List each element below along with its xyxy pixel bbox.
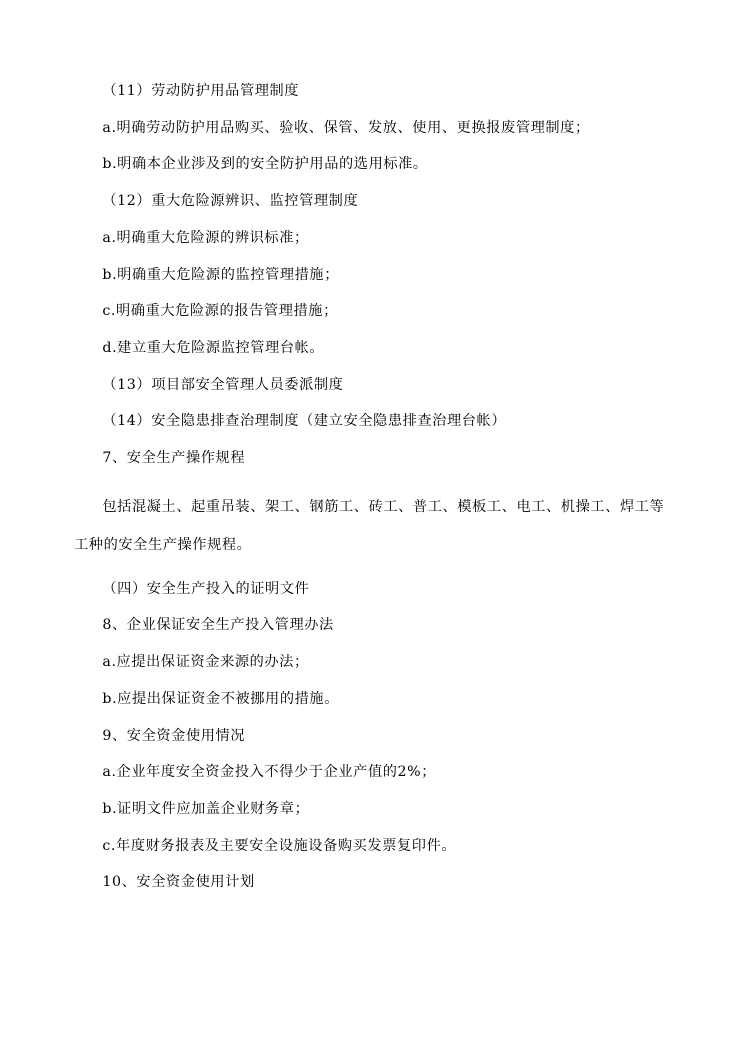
paragraph: a.应提出保证资金来源的办法； (102, 654, 309, 671)
paragraph: （四）安全生产投入的证明文件 (102, 580, 310, 597)
paragraph: b.证明文件应加盖企业财务章； (102, 800, 310, 817)
paragraph: （13）项目部安全管理人员委派制度 (102, 376, 344, 393)
paragraph: 8、企业保证安全生产投入管理办法 (102, 617, 334, 634)
paragraph: 9、安全资金使用情况 (102, 727, 246, 744)
paragraph: b.明确重大危险源的监控管理措施； (102, 266, 339, 283)
paragraph: 包括混凝土、起重吊装、架工、钢筋工、砖工、普工、模板工、电工、机操工、焊工等工种的安全生产操作规程。 (74, 498, 665, 553)
paragraph: a.明确重大危险源的辨识标准； (102, 229, 309, 246)
paragraph: a.明确劳动防护用品购买、验收、保管、发放、使用、更换报废管理制度； (102, 119, 590, 136)
paragraph: 10、安全资金使用计划 (102, 874, 255, 891)
paragraph: a.企业年度安全资金投入不得少于企业产值的2%； (102, 764, 437, 781)
paragraph: b.明确本企业涉及到的安全防护用品的选用标准。 (102, 156, 428, 173)
paragraph: （11）劳动防护用品管理制度 (102, 83, 300, 99)
paragraph: c.明确重大危险源的报告管理措施； (102, 303, 338, 320)
paragraph: （12）重大危险源辨识、监控管理制度 (102, 193, 359, 210)
paragraph: b.应提出保证资金不被挪用的措施。 (102, 690, 339, 707)
paragraph: c.年度财务报表及主要安全设施设备购买发票复印件。 (102, 837, 457, 854)
document-body (74, 84, 670, 890)
paragraph: 7、安全生产操作规程 (102, 450, 246, 467)
paragraph: （14）安全隐患排查治理制度（建立安全隐患排查治理台帐） (102, 413, 507, 430)
paragraph: d.建立重大危险源监控管理台帐。 (102, 339, 325, 356)
